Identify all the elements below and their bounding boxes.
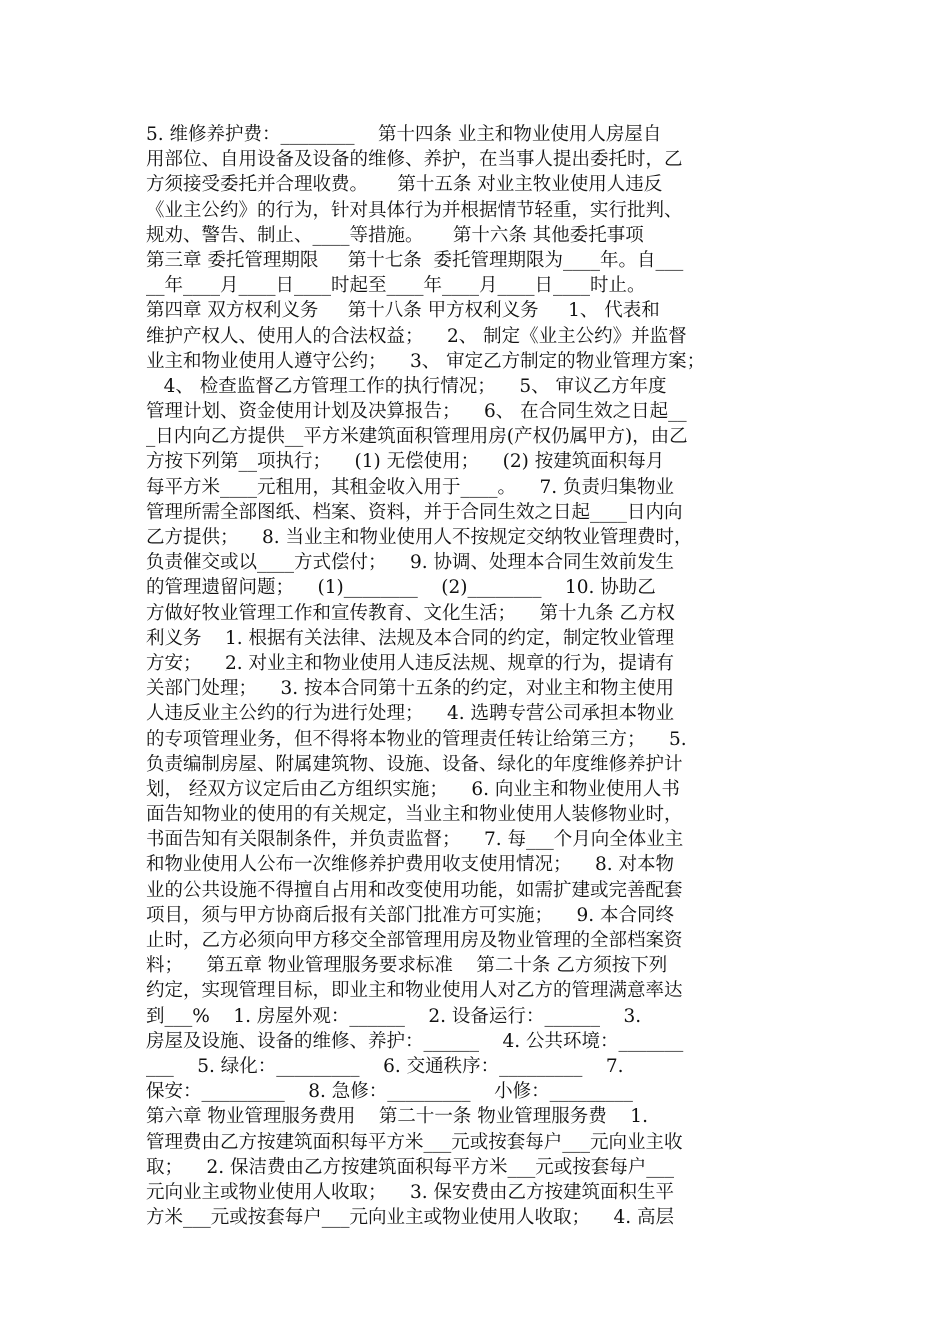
text-line: 业主和物业使用人遵守公约； 3、 审定乙方制定的物业管理方案； bbox=[146, 350, 706, 372]
text-line: 管理计划、资金使用计划及决算报告； 6、 在合同生效之日起__ bbox=[146, 401, 687, 423]
text-line: 第六章 物业管理服务费用 第二十一条 物业管理服务费 1. bbox=[146, 1106, 648, 1128]
text-line: 利义务 1. 根据有关法律、法规及本合同的约定，制定牧业管理 bbox=[146, 627, 675, 649]
text-line: 业的公共设施不得擅自占用和改变使用功能，如需扩建或完善配套 bbox=[146, 879, 683, 901]
text-line: 书面告知有关限制条件，并负责监督； 7. 每___个月向全体业主 bbox=[146, 829, 684, 851]
text-line: 人违反业主公约的行为进行处理； 4. 选聘专营公司承担本物业 bbox=[146, 703, 675, 725]
text-line: 维护产权人、使用人的合法权益； 2、 制定《业主公约》并监督 bbox=[146, 325, 687, 347]
text-line: 的专项管理业务，但不得将本物业的管理责任转让给第三方； 5. bbox=[146, 728, 687, 750]
text-line: 料； 第五章 物业管理服务要求标准 第二十条 乙方须按下列 bbox=[146, 955, 668, 977]
text-line: 取； 2. 保洁费由乙方按建筑面积每平方米___元或按套每户___ bbox=[146, 1156, 675, 1178]
text-line: 房屋及设施、设备的维修、养护：______ 4. 公共环境：_______ bbox=[146, 1030, 684, 1052]
text-line: _日内向乙方提供__平方米建筑面积管理用房(产权仍属甲方)，由乙 bbox=[146, 426, 688, 448]
text-line: 关部门处理； 3. 按本合同第十五条的约定，对业主和物主使用 bbox=[146, 678, 675, 700]
text-line: 规劝、警告、制止、____等措施。 第十六条 其他委托事项 bbox=[146, 224, 644, 246]
text-line: 方米___元或按套每户___元向业主或物业使用人收取； 4. 高层 bbox=[146, 1207, 675, 1229]
text-line: 用部位、自用设备及设备的维修、养护，在当事人提出委托时，乙 bbox=[146, 149, 683, 171]
text-line: 方须接受委托并合理收费。 第十五条 对业主牧业使用人违反 bbox=[146, 174, 663, 196]
text-line: 乙方提供； 8. 当业主和物业使用人不按规定交纳牧业管理费时， bbox=[146, 527, 693, 548]
text-line: 止时，乙方必须向甲方移交全部管理用房及物业管理的全部档案资 bbox=[146, 930, 683, 951]
text-line: 保安：_________ 8. 急修：_________ 小修：_________ bbox=[146, 1081, 633, 1103]
text-line: 方做好牧业管理工作和宣传教育、文化生活； 第十九条 乙方权 bbox=[146, 602, 675, 624]
text-line: 负责编制房屋、附属建筑物、设施、设备、绿化的年度维修养护计 bbox=[146, 753, 683, 775]
text-line: 元向业主或物业使用人收取； 3. 保安费由乙方按建筑面积生平 bbox=[146, 1181, 675, 1203]
text-line: 划， 经双方议定后由乙方组织实施； 6. 向业主和物业使用人书 bbox=[146, 778, 680, 800]
text-line: 方按下列第__项执行； (1) 无偿使用； (2) 按建筑面积每月 bbox=[146, 451, 665, 473]
text-line: 4、 检查监督乙方管理工作的执行情况； 5、 审议乙方年度 bbox=[146, 375, 667, 397]
text-line: 第四章 双方权利义务 第十八条 甲方权利义务 1、 代表和 bbox=[146, 300, 660, 322]
text-line: 每平方米____元租用，其租金收入用于____。 7. 负责归集物业 bbox=[146, 476, 675, 498]
text-line: 到___% 1. 房屋外观：______ 2. 设备运行：______ 3. bbox=[146, 1005, 642, 1027]
text-line: 管理所需全部图纸、档案、资料，并于合同生效之日起____日内向 bbox=[146, 501, 683, 523]
document-body bbox=[146, 122, 806, 1230]
text-line: 的管理遗留问题； (1)________ (2)________ 10. 协助乙 bbox=[146, 577, 656, 599]
text-line: ___ 5. 绿化：_________ 6. 交通秩序：_________ 7. bbox=[146, 1055, 624, 1077]
text-line: 和物业使用人公布一次维修养护费用收支使用情况； 8. 对本物 bbox=[146, 854, 675, 876]
text-line: 方安； 2. 对业主和物业使用人违反法规、规章的行为，提请有 bbox=[146, 652, 675, 674]
text-line: __年____月____日____时起至____年____月____日____时止。 bbox=[146, 275, 646, 297]
text-line: 《业主公约》的行为，针对具体行为并根据情节轻重，实行批判、 bbox=[146, 199, 683, 221]
text-line: 负责催交或以____方式偿付； 9. 协调、处理本合同生效前发生 bbox=[146, 552, 675, 574]
text-line: 5. 维修养护费：________ 第十四条 业主和物业使用人房屋自 bbox=[146, 124, 662, 145]
text-line: 第三章 委托管理期限 第十七条 委托管理期限为____年。自___ bbox=[146, 249, 684, 271]
text-line: 面告知物业的使用的有关规定，当业主和物业使用人装修物业时， bbox=[146, 804, 683, 826]
text-line: 项目，须与甲方协商后报有关部门批准方可实施； 9. 本合同终 bbox=[146, 904, 675, 926]
text-line: 管理费由乙方按建筑面积每平方米___元或按套每户___元向业主收 bbox=[146, 1131, 683, 1153]
text-line: 约定，实现管理目标，即业主和物业使用人对乙方的管理满意率达 bbox=[146, 980, 683, 1002]
